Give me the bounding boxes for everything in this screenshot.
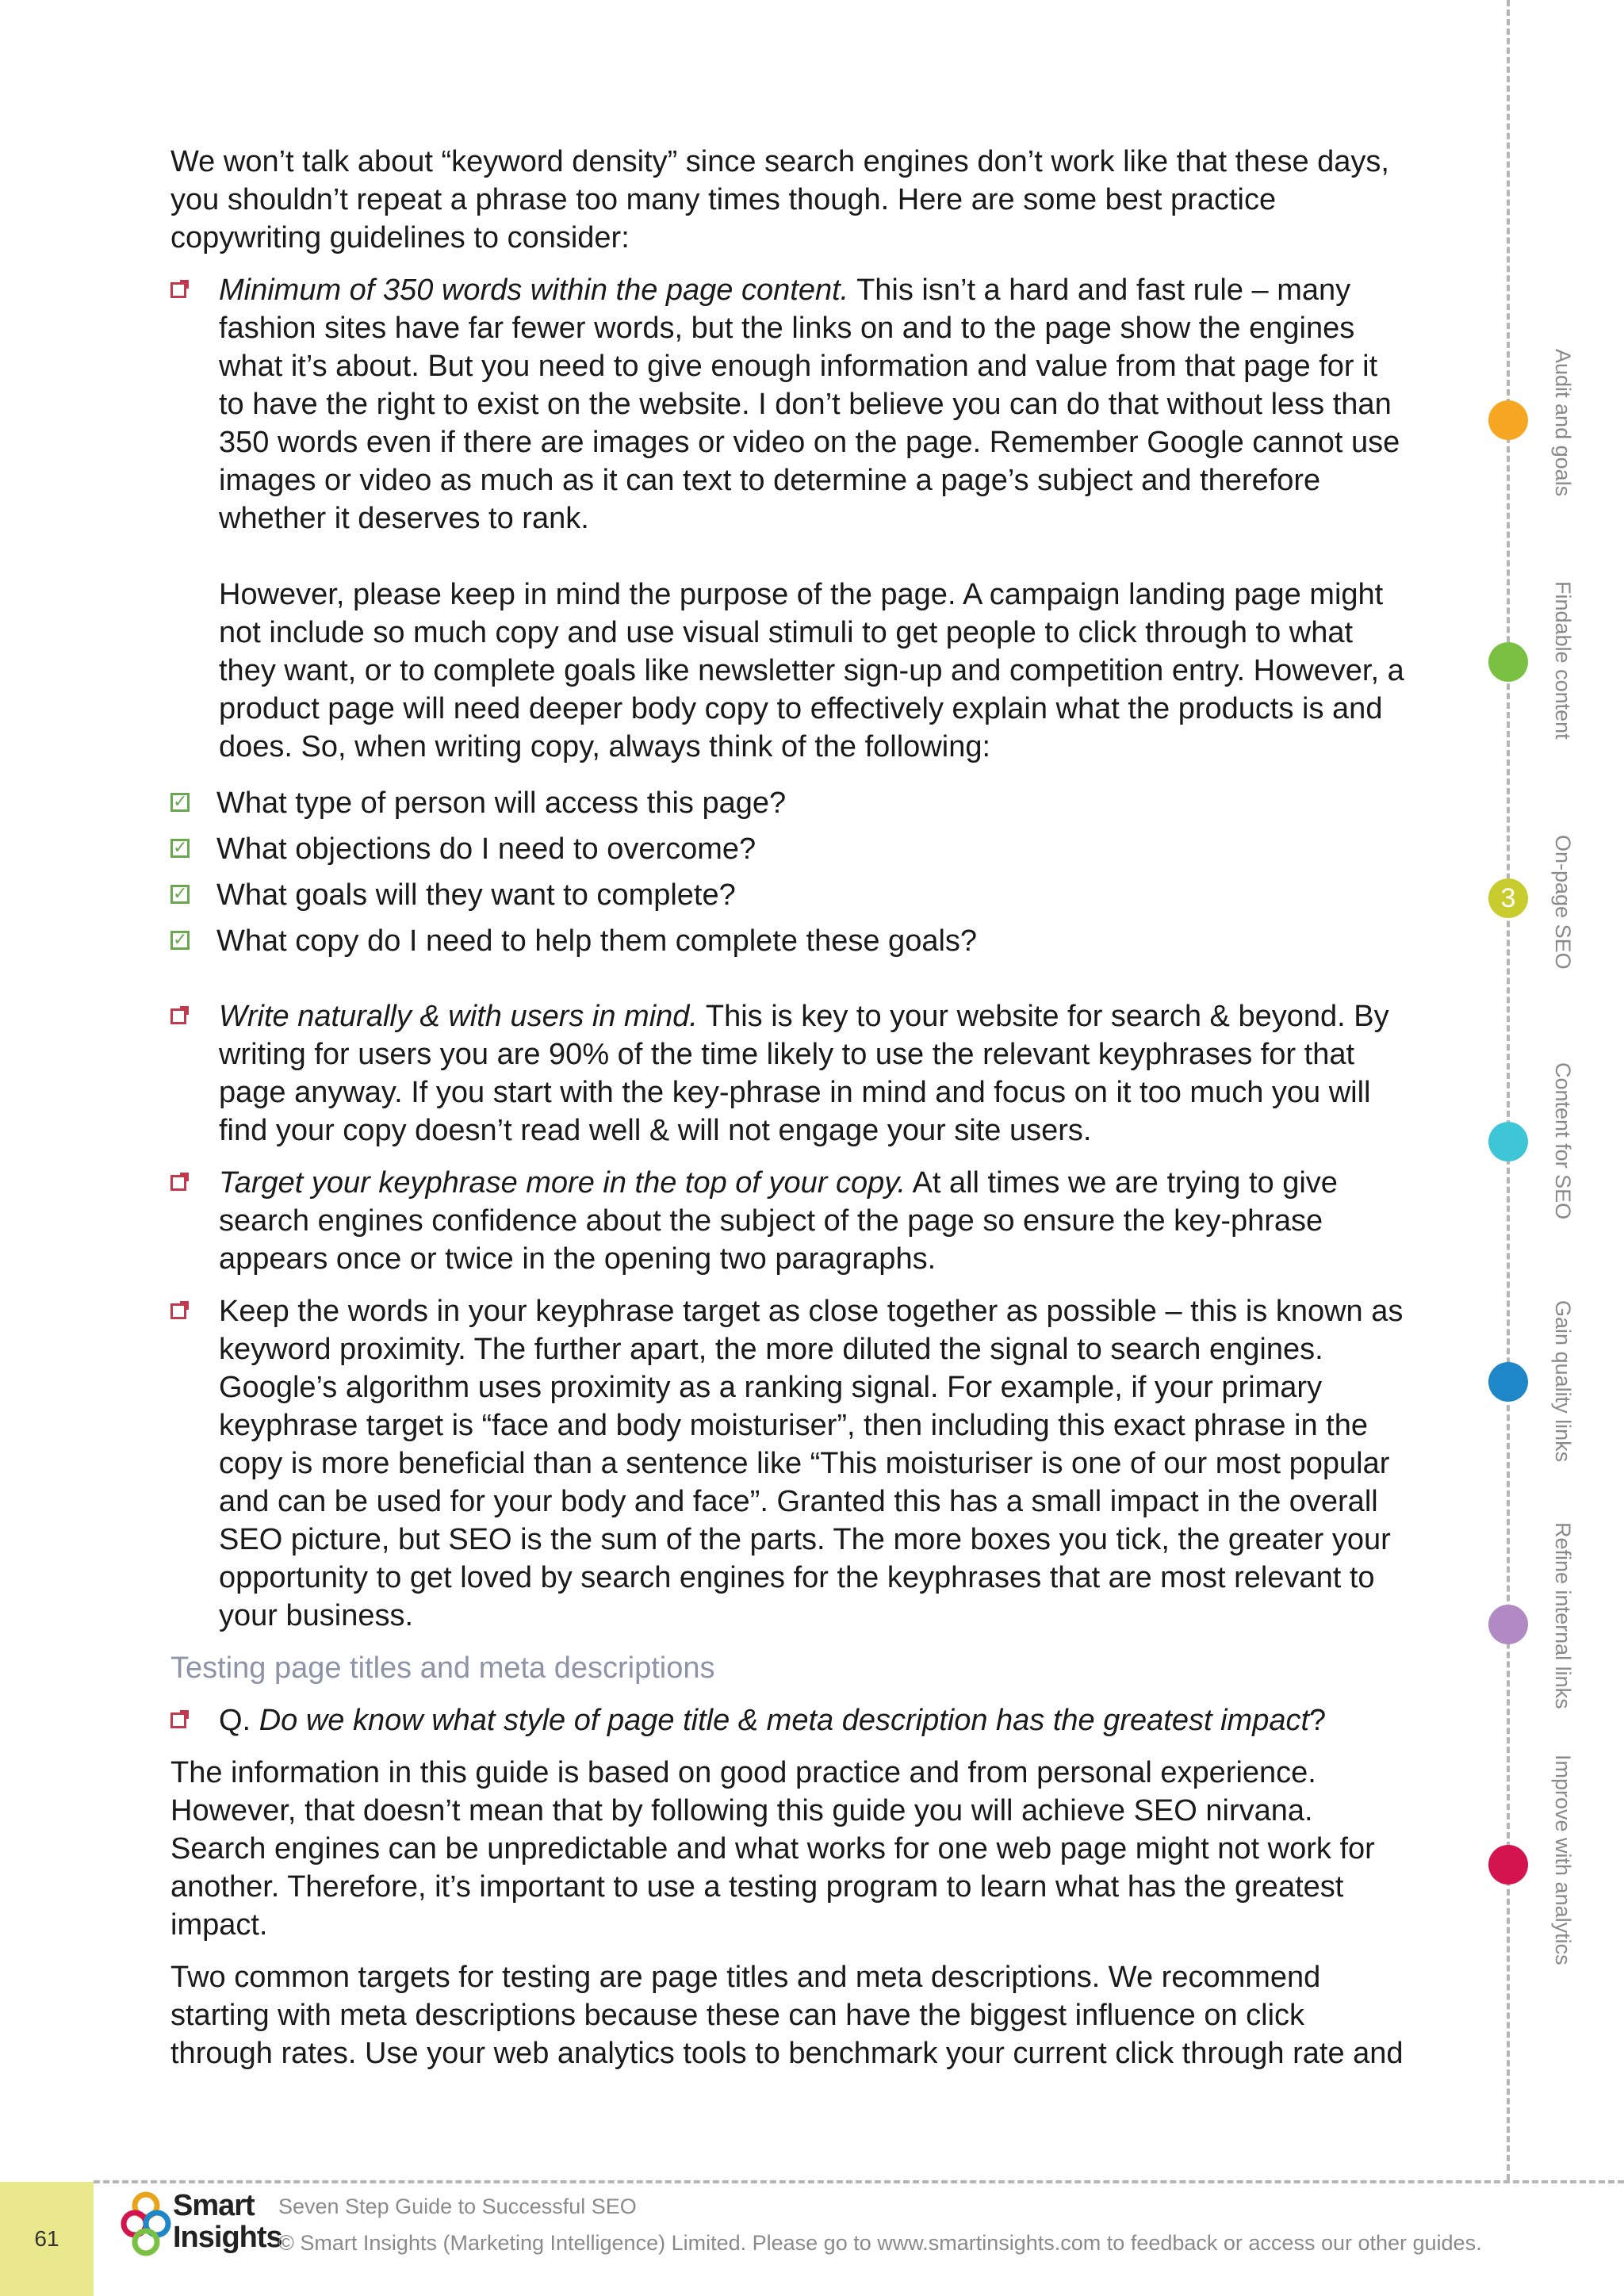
bullet-body: At all times we are trying to give search engines confidence about the subject of the page so ensure the key-phrase appears once or twice in the opening two paragraphs. <box>219 1166 1338 1276</box>
step-label-links[interactable]: Gain quality links <box>1551 1300 1575 1463</box>
logo-line-1: Smart <box>173 2189 255 2222</box>
testing-targets-paragraph: Two common targets for testing are page titles and meta descriptions. We recommend starting with meta descriptions because these can have the biggest influence on click through rates. Use your web analytics tools to benchmark your current click through rate and <box>170 1961 1404 2070</box>
footer-guide-title: Seven Step Guide to Successful SEO <box>278 2195 637 2218</box>
step-label-onpage[interactable]: On-page SEO <box>1551 835 1575 970</box>
bullet-lead: Minimum of 350 words within the page content. <box>219 274 849 307</box>
checklist-item <box>170 826 1408 872</box>
step-dot-content[interactable] <box>1488 1122 1528 1161</box>
box-bullet-icon <box>170 1712 186 1728</box>
step-label-internal-links[interactable]: Refine internal links <box>1551 1522 1575 1709</box>
checkbox-checked-icon: ✓ <box>170 931 190 950</box>
checklist-item-label: What type of person will access this page? <box>216 786 787 820</box>
bullet-keyword-proximity-text: Keep the words in your keyphrase target as close together as possible – this is known as keyword proximity. The further apart, the more diluted the signal to search engines. Google’s algorithm uses proximity as a ranking signal. For example, if your primary keyphrase target is “face and body moisturiser”, then including this exact phrase in the copy is more beneficial than a sentence like “This moisturiser is one of our most popular and can be used for your body and face”. Granted this has a small impact in the overall SEO picture, but SEO is the sum of the parts. The more boxes you tick, the greater your opportunity to get loved by search engines for the keyphrases that are most relevant to your business. <box>219 1295 1404 1632</box>
step-dot-findable[interactable] <box>1488 642 1528 682</box>
checkbox-checked-icon: ✓ <box>170 839 190 858</box>
section-heading: Testing page titles and meta descriptions <box>170 1651 715 1685</box>
bullet-keyword-proximity <box>170 1292 1408 1635</box>
checklist <box>170 780 1408 964</box>
step-label-audit[interactable]: Audit and goals <box>1551 349 1575 497</box>
checklist-item <box>170 872 1408 918</box>
step-label-analytics[interactable]: Improve with analytics <box>1551 1755 1575 1965</box>
checklist-item <box>170 918 1408 964</box>
bullet-write-naturally <box>170 997 1408 1150</box>
step-dot-internal-links[interactable] <box>1488 1605 1528 1644</box>
checkbox-checked-icon: ✓ <box>170 793 190 812</box>
checklist-item-label: What goals will they want to complete? <box>216 878 736 912</box>
smart-insights-logo <box>121 2188 282 2260</box>
bullet-question <box>170 1701 1408 1739</box>
question-italic: Do we know what style of page title & meta description has the greatest impact <box>259 1704 1310 1737</box>
step-dot-onpage-current[interactable]: 3 <box>1488 878 1528 918</box>
step-label-content[interactable]: Content for SEO <box>1551 1062 1575 1220</box>
checkbox-checked-icon: ✓ <box>170 885 190 904</box>
box-bullet-icon <box>170 1303 186 1319</box>
question-suffix: ? <box>1309 1704 1327 1737</box>
bullet-target-keyphrase <box>170 1164 1408 1278</box>
page-content <box>170 143 1408 2087</box>
bullet-lead: Write naturally & with users in mind. <box>219 1000 698 1033</box>
bullet-lead: Target your keyphrase more in the top of your copy. <box>219 1166 906 1200</box>
checklist-item-label: What copy do I need to help them complete these goals? <box>216 924 978 958</box>
logo-line-2: Insights <box>173 2221 282 2254</box>
question-text <box>219 1701 1408 1739</box>
bullet-target-keyphrase-text <box>219 1164 1408 1278</box>
logo-wordmark <box>173 2190 282 2253</box>
footer-copyright: © Smart Insights (Marketing Intelligence) Limited. Please go to www.smartinsights.com to feedback or access our other guides. <box>278 2231 1482 2255</box>
bullet-min-words-text <box>219 271 1408 538</box>
question-prefix: Q. <box>219 1704 259 1737</box>
bullet-min-words <box>170 271 1408 766</box>
bullet-body: This is key to your website for search & beyond. By writing for users you are 90% of the time likely to use the relevant keyphrases for that page anyway. If you start with the key-phrase in mind and focus on it too much you will find your copy doesn’t read well & will not engage your site users. <box>219 1000 1389 1147</box>
footer-divider <box>94 2180 1624 2183</box>
box-bullet-icon <box>170 282 186 298</box>
bullet-body: This isn’t a hard and fast rule – many fashion sites have far fewer words, but the links on and to the page show the engines what it’s about. But you need to give enough information and value from that page for it to have the right to exist on the website. I don’t believe you can do that without less than 350 words even if there are images or video on the page. Remember Google cannot use images or video as much as it can text to determine a page’s subject and therefore whether it deserves to rank. <box>219 274 1400 535</box>
page-number: 61 <box>0 2182 94 2296</box>
bullet-write-naturally-text <box>219 997 1408 1150</box>
bullet-min-words-para2: However, please keep in mind the purpose of the page. A campaign landing page might not include so much copy and use visual stimuli to get people to click through to what they want, or to complete goals like newsletter sign-up and competition entry. However, a product page will need deeper body copy to effectively explain what the products is and does. So, when writing copy, always think of the following: <box>219 578 1404 763</box>
box-bullet-icon <box>170 1175 186 1191</box>
step-label-findable[interactable]: Findable content <box>1551 581 1575 740</box>
intro-paragraph: We won’t talk about “keyword density” since search engines don’t work like that these days, you shouldn’t repeat a phrase too many times though. Here are some best practice copywriting guidelines to consider: <box>170 145 1389 254</box>
step-dot-analytics[interactable] <box>1488 1845 1528 1885</box>
checklist-item-label: What objections do I need to overcome? <box>216 832 756 866</box>
step-dot-links[interactable] <box>1488 1362 1528 1402</box>
box-bullet-icon <box>170 1008 186 1024</box>
checklist-item <box>170 780 1408 826</box>
info-paragraph: The information in this guide is based on good practice and from personal experience. However, that doesn’t mean that by following this guide you will achieve SEO nirvana. Search engines can be unpredictable and what works for one web page might not work for another. Therefore, it’s important to use a testing program to learn what has the greatest impact. <box>170 1756 1375 1942</box>
step-dot-audit[interactable] <box>1488 400 1528 440</box>
logo-mark-icon <box>121 2188 171 2260</box>
